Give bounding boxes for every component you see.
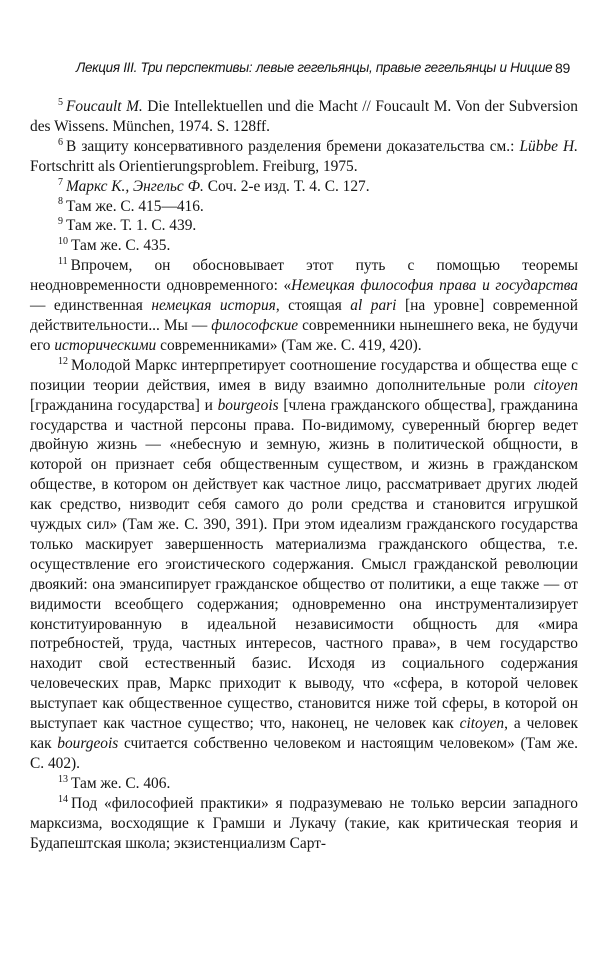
citation-text: Там же. Т. 1. С. 439. <box>66 217 197 235</box>
footnote-9 <box>30 216 578 236</box>
foreign-term: citoyen <box>533 376 578 394</box>
foreign-term: bourgeois <box>217 396 279 414</box>
footnote-12 <box>30 356 578 774</box>
note-text: Впрочем, он обосновывает этот путь с помощью теоремы неодновременности одновременного: « <box>30 257 578 295</box>
running-header <box>62 60 570 80</box>
footnote-5 <box>30 97 578 137</box>
footnote-6 <box>30 137 578 177</box>
footnote-8 <box>30 197 578 217</box>
footnote-number: 5 <box>58 96 63 108</box>
footnotes-block <box>30 97 578 853</box>
emphasis-text: философские <box>211 316 299 334</box>
footnote-11 <box>30 256 578 356</box>
emphasis-text: Немецкая философия права и государства <box>291 277 578 295</box>
footnote-14 <box>30 794 578 854</box>
page-number: 89 <box>555 60 570 76</box>
author-name: Lübbe H. <box>519 137 578 155</box>
footnote-number: 13 <box>58 773 68 785</box>
note-text: — единственная <box>30 297 152 315</box>
footnote-number: 7 <box>58 176 63 188</box>
footnote-13 <box>30 774 578 794</box>
foreign-term: bourgeois <box>57 735 119 752</box>
note-text: В защиту консервативного разделения бремени доказательства см.: <box>66 137 520 155</box>
latin-term: al pari <box>350 297 397 315</box>
emphasis-text: немецкая история <box>151 297 276 315</box>
note-text: Под «философией практики» я подразумеваю не только версии западного марксизма, восходящие к Грамши и Лукачу (такие, как критическая теория и Будапештская школа; экзистенциализм Сарт- <box>30 794 578 852</box>
footnote-number: 14 <box>58 793 68 805</box>
note-text: [гражданина государства] и <box>30 396 218 414</box>
note-text: , а человек как <box>30 715 579 752</box>
citation-text: Fortschritt als Orientierungsproblem. Freiburg, 1975. <box>30 157 358 175</box>
note-text: считается собственно человеком и настоящим человеком» (Там же. С. 402). <box>30 735 578 772</box>
note-text: [члена гражданского общества], гражданина государства и частной персоны права. По-видимому, суверенный бюргер ведет двойную жизнь — «небесную и земную, жизнь в политической общности, в которой он признает себя общественным существом, и жизнь в гражданском обществе, в котором он действует как частное лицо, рассматривает других людей как средство, низводит себя самого до роли средства и становится игрушкой чуждых сил» (Там же. С. 390, 391). При этом идеализм гражданского государства только маскирует завершенность материализма гражданского общества, т.е. осуществление его эгоистического содержания. Смысл гражданской революции двоякий: она эмансипирует гражданское общество от политики, а еще также — от видимости всеобщего содержания; одновременно она инструментализирует конституированную в идеальной независимости общность для «мира потребностей, труда, частных интересов, частного права», в чем государство находит свой естественный базис. Исходя из социального содержания человеческих прав, Маркс приходит к выводу, что «сфера, в которой человек выступает как общественное существо, становится ниже той сферы, в которой он выступает как частное существо; что, наконец, не человек как <box>30 396 578 733</box>
footnote-number: 6 <box>58 136 63 148</box>
footnote-number: 11 <box>58 256 68 268</box>
footnote-number: 12 <box>58 355 68 367</box>
note-text: Молодой Маркс интерпретирует соотношение государства и общества еще с позиции теории действия, имея в виду взаимно дополнительные роли <box>30 356 578 394</box>
footnote-number: 10 <box>58 236 68 248</box>
citation-text: Там же. С. 406. <box>71 774 171 792</box>
citation-text: Там же. С. 415—416. <box>66 197 204 215</box>
footnote-10 <box>30 236 578 256</box>
author-name: Foucault M. <box>66 98 143 115</box>
author-name: Маркс К., Энгельс Ф. <box>66 177 204 195</box>
foreign-term: citoyen <box>459 715 505 733</box>
note-text: современники нынешнего века, не будучи его <box>30 316 578 354</box>
footnote-number: 9 <box>58 216 63 228</box>
note-text: современниками» (Там же. С. 419, 420). <box>156 336 422 354</box>
footnote-7 <box>30 177 578 197</box>
note-text: , стоящая <box>275 297 351 315</box>
emphasis-text: историческими <box>54 336 157 354</box>
note-text: [на уровне] современной действительности... Мы — <box>30 297 579 334</box>
citation-text: Die Intellektuellen und die Macht // Foucault M. Von der Subversion des Wissens. München, 1974. S. 128ff. <box>30 98 578 135</box>
footnote-number: 8 <box>58 196 63 208</box>
running-title: Лекция III. Три перспективы: левые гегельянцы, правые гегельянцы и Ницше <box>76 60 553 75</box>
citation-text: Там же. С. 435. <box>71 237 171 255</box>
citation-text: Соч. 2-е изд. Т. 4. С. 127. <box>203 177 370 195</box>
